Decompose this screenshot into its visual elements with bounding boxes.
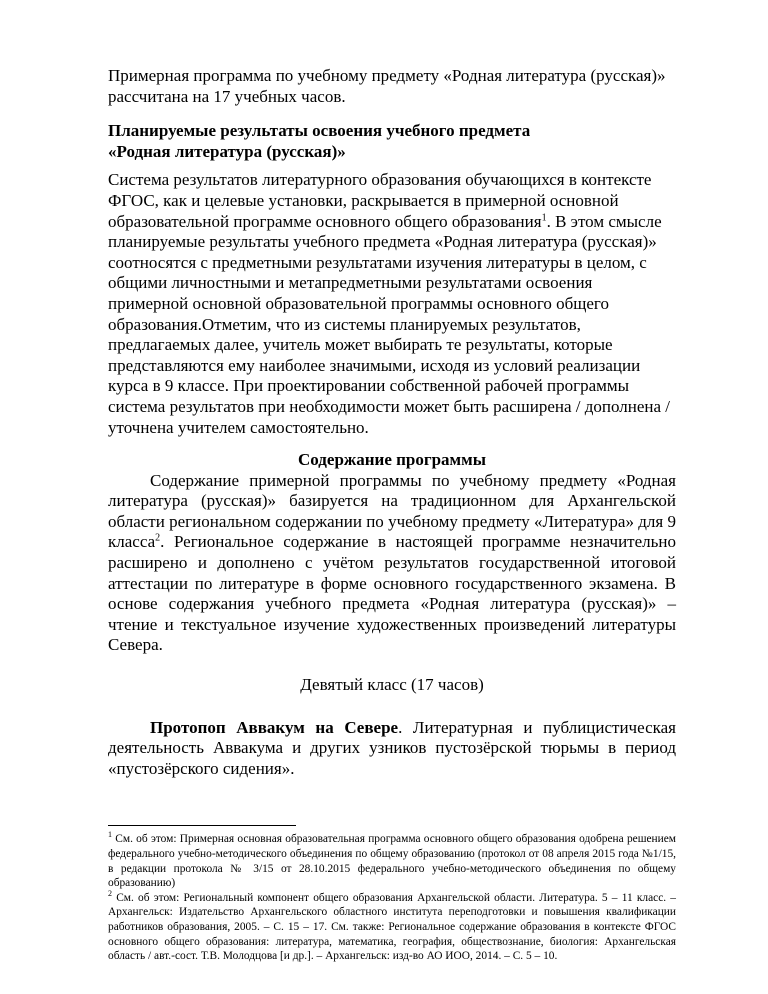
program-content-text-part1: Содержание примерной программы по учебному предмету «Родная литература (русская)» базируется на традиционном для Архангельской области региональном содержании по учебному предмету «Литература» для 9 класса bbox=[108, 470, 676, 552]
footnote-2-marker: 2 bbox=[108, 888, 112, 898]
avvakum-paragraph bbox=[108, 718, 676, 780]
program-content-paragraph bbox=[108, 471, 676, 656]
document-page bbox=[108, 66, 676, 964]
planned-results-heading-line1: Планируемые результаты освоения учебного предмета bbox=[108, 121, 531, 141]
grade-heading: Девятый класс (17 часов) bbox=[300, 675, 484, 695]
avvakum-title: Протопоп Аввакум на Севере bbox=[150, 717, 399, 737]
footnote-ref-1[interactable]: 1 bbox=[541, 211, 547, 223]
results-system-text-part1: Система результатов литературного образования обучающихся в контексте ФГОС, как и целевые установки, раскрывается в примерной основной образовательной программе основного общего образования bbox=[108, 170, 652, 231]
footnote-2 bbox=[108, 888, 676, 964]
program-content-heading: Содержание программы bbox=[298, 450, 486, 470]
program-content-text-part2: . Региональное содержание в настоящей программе незначительно расширено и дополнено с учётом результатов государственной итоговой аттестации по литературе в форме основного государственного экзамена. В основе содержания учебного предмета «Родная литература (русская)» – чтение и текстуальное изучение художественных произведений литературы Севера. bbox=[108, 532, 676, 655]
footnote-1-marker: 1 bbox=[108, 830, 112, 840]
avvakum-text: . Литературная и публицистическая деятельность Аввакума и других узников пустозёрской тюрьмы в период «пустозёрского сидения». bbox=[108, 717, 676, 778]
footnote-separator bbox=[108, 825, 296, 826]
results-system-paragraph bbox=[108, 170, 676, 438]
footnote-1 bbox=[108, 832, 676, 890]
planned-results-heading bbox=[108, 121, 676, 162]
intro-paragraph: Примерная программа по учебному предмету «Родная литература (русская)» рассчитана на 17 учебных часов. bbox=[108, 66, 666, 106]
footnote-ref-2[interactable]: 2 bbox=[155, 532, 161, 544]
results-system-text-part2: . В этом смысле планируемые результаты учебного предмета «Родная литература (русская)» соотносятся с предметными результатами изучения литературы в целом, с общими личностными и метапредметными результатами освоения примерной основной образовательной программы основного общего образования.Отметим, что из системы планируемых результатов, предлагаемых далее, учитель может выбирать те результаты, которые представляются ему наиболее значимыми, исходя из условий реализации курса в 9 классе. При проектировании собственной рабочей программы система результатов при необходимости может быть расширена / дополнена / уточнена учителем самостоятельно. bbox=[108, 211, 671, 437]
footnote-2-text: См. об этом: Региональный компонент общего образования Архангельской области. Литература. 5 – 11 класс. – Архангельск: Издательство Архангельского областного института переподготовки и повышения квалификации работников образования, 2005. – С. 15 – 17. См. также: Региональное содержание образования в контексте ФГОС основного общего образования: литература, математика, география, обществознание, биология: Архангельская область / авт.-сост. Т.В. Молодцова [и др.]. – Архангельск: изд-во АО ИОО, 2014. – С. 5 – 10. bbox=[108, 891, 676, 963]
footnote-1-text: См. об этом: Примерная основная образовательная программа основного общего образования одобрена решением федерального учебно-методического объединения по общему образованию (протокол от 08 апреля 2015 года №1/15, в редакции протокола № 3/15 от 28.10.2015 федерального учебно-методического объединения по общему образованию) bbox=[108, 833, 676, 890]
planned-results-heading-line2: «Родная литература (русская)» bbox=[108, 141, 346, 161]
